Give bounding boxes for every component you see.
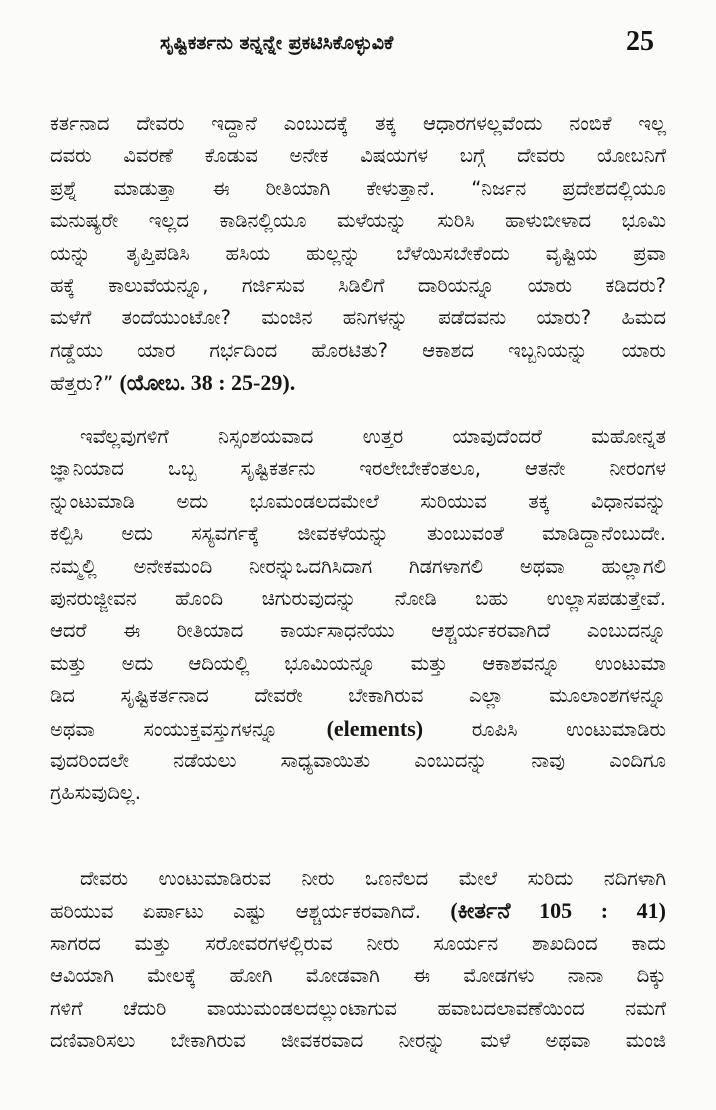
chapter-title: ಸೃಷ್ಟಿಕರ್ತನು ತನ್ನನ್ನೇ ಪ್ರಕಟಿಸಿಕೊಳ್ಳುವಿಕೆ	[160, 32, 394, 54]
text-line: ಹಕ್ಕೆ ಕಾಲುವೆಯನ್ನೂ, ಗರ್ಜಿಸುವ ಸಿಡಿಲಿಗೆ ದಾರಿಯನ್ನೂ ಯಾರು ಕಡಿದರು?	[50, 273, 666, 297]
text-line: ಜ್ಞಾನಿಯಾದ ಒಬ್ಬ ಸೃಷ್ಟಿಕರ್ತನು ಇರಲೇಬೇಕೆಂತಲೂ, ಆತನೇ ನೀರಂಗಳ	[50, 457, 666, 481]
text-line: ಪ್ರಶ್ನೆ ಮಾಡುತ್ತಾ ಈ ರೀತಿಯಾಗಿ ಕೇಳುತ್ತಾನೆ. “ನಿರ್ಜನ ಪ್ರದೇಶದಲ್ಲಿಯೂ	[50, 176, 666, 200]
text-fragment: ಅಥವಾ ಸಂಯುಕ್ತವಸ್ತುಗಳನ್ನೂ	[50, 717, 278, 741]
text-line: ಆದರೆ ಈ ರೀತಿಯಾದ ಕಾರ್ಯಸಾಧನೆಯು ಆಶ್ಚರ್ಯಕರವಾಗಿದೆ ಎಂಬುದನ್ನೂ	[50, 619, 666, 643]
paragraph-2	[50, 421, 666, 810]
english-term: (elements)	[326, 715, 424, 741]
text-line: ಯನ್ನು ತೃಪ್ತಿಪಡಿಸಿ ಹಸಿಯ ಹುಲ್ಲನ್ನು ಬೆಳೆಯಿಸಬೇಕೆಂದು ವೃಷ್ಟಿಯ ಪ್ರವಾ	[50, 241, 666, 265]
page-number: 25	[626, 26, 654, 57]
text-line: ಗಡ್ಡೆಯು ಯಾರ ಗರ್ಭದಿಂದ ಹೊರಟಿತು? ಆಕಾಶದ ಇಬ್ಬನಿಯನ್ನು ಯಾರು	[50, 338, 666, 362]
text-line-with-english-term	[50, 713, 666, 745]
text-line: ಪುನರುಜ್ಜೀವನ ಹೊಂದಿ ಚಿಗುರುವುದನ್ನು ನೋಡಿ ಬಹು ಉಲ್ಲಾಸಪಡುತ್ತೇವೆ.	[50, 586, 666, 610]
text-line: ಮಳೆಗೆ ತಂದೆಯುಂಟೋ? ಮಂಜಿನ ಹನಿಗಳನ್ನು ಪಡೆದವನು ಯಾರು? ಹಿಮದ	[50, 306, 666, 330]
scripture-citation: (ಕೀರ್ತನೆ 105 : 41)	[450, 898, 666, 924]
text-line: ನ್ನುಂಟುಮಾಡಿ ಅದು ಭೂಮಂಡಲದಮೇಲೆ ಸುರಿಯುವ ತಕ್ಕ ವಿಧಾನವನ್ನು	[50, 489, 666, 513]
text-line: ಮತ್ತು ಅದು ಆದಿಯಲ್ಲಿ ಭೂಮಿಯನ್ನೂ ಮತ್ತು ಆಕಾಶವನ್ನೂ ಉಂಟುಮಾ	[50, 651, 666, 675]
text-line: ಸಾಗರದ ಮತ್ತು ಸರೋವರಗಳಲ್ಲಿರುವ ನೀರು ಸೂರ್ಯನ ಶಾಖದಿಂದ ಕಾದು	[50, 931, 666, 955]
scripture-citation: (ಯೋಬ. 38 : 25-29).	[119, 370, 296, 396]
text-line-with-citation	[50, 895, 666, 927]
text-line: ಕರ್ತನಾದ ದೇವರು ಇದ್ದಾನೆ ಎಂಬುದಕ್ಕೆ ತಕ್ಕ ಆಧಾರಗಳಲ್ಲವೆಂದು ನಂಬಿಕೆ ಇಲ್ಲ	[50, 112, 666, 135]
text-fragment: ಹೆತ್ತರು?”	[50, 372, 114, 396]
text-line: ದೇವರು ಉಂಟುಮಾಡಿರುವ ನೀರು ಒಣನೆಲದ ಮೇಲೆ ಸುರಿದು ನದಿಗಳಾಗಿ	[80, 867, 666, 890]
text-line-with-citation	[50, 367, 666, 399]
text-line: ಆವಿಯಾಗಿ ಮೇಲಕ್ಕೆ ಹೋಗಿ ಮೋಡವಾಗಿ ಈ ಮೋಡಗಳು ನಾನಾ ದಿಕ್ಕು	[50, 964, 666, 988]
paragraph-3	[50, 863, 666, 1057]
text-line: ವುದರಿಂದಲೇ ನಡೆಯಲು ಸಾಧ್ಯವಾಯಿತು ಎಂಬುದನ್ನು ನಾವು ಎಂದಿಗೂ	[50, 748, 666, 772]
text-fragment: ರೂಪಿಸಿ ಉಂಟುಮಾಡಿರು	[471, 717, 666, 741]
text-line: ನಮ್ಮಲ್ಲಿ ಅನೇಕಮಂದಿ ನೀರನ್ನುಒದಗಿಸಿದಾಗ ಗಿಡಗಳಾಗಲಿ ಅಥವಾ ಹುಲ್ಲಾಗಲಿ	[50, 554, 666, 578]
text-line: ಇವೆಲ್ಲವುಗಳಿಗೆ ನಿಸ್ಸಂಶಯವಾದ ಉತ್ತರ ಯಾವುದೆಂದರೆ ಮಹೋನ್ನತ	[80, 425, 666, 448]
text-line: ದವರು ವಿವರಣೆ ಕೊಡುವ ಅನೇಕ ವಿಷಯಗಳ ಬಗ್ಗೆ ದೇವರು ಯೋಬನಿಗೆ	[50, 144, 666, 168]
text-fragment: ಹರಿಯುವ ಏರ್ಪಾಟು ಎಷ್ಟು ಆಶ್ಚರ್ಯಕರವಾಗಿದೆ.	[50, 900, 421, 924]
text-line: ಡಿದ ಸೃಷ್ಟಿಕರ್ತನಾದ ದೇವರೇ ಬೇಕಾಗಿರುವ ಎಲ್ಲಾ ಮೂಲಾಂಶಗಳನ್ನೂ	[50, 684, 666, 708]
text-line: ದಣಿವಾರಿಸಲು ಬೇಕಾಗಿರುವ ಜೀವಕರವಾದ ನೀರನ್ನು ಮಳೆ ಅಥವಾ ಮಂಜಿ	[50, 1028, 666, 1052]
text-line: ಮನುಷ್ಯರೇ ಇಲ್ಲದ ಕಾಡಿನಲ್ಲಿಯೂ ಮಳೆಯನ್ನು ಸುರಿಸಿ ಹಾಳುಬೀಳಾದ ಭೂಮಿ	[50, 209, 666, 233]
text-line: ಗ್ರಹಿಸುವುದಿಲ್ಲ.	[50, 781, 141, 805]
paragraph-1	[50, 108, 666, 400]
running-header	[0, 26, 716, 66]
text-line: ಕಲ್ಪಿಸಿ ಅದು ಸಸ್ಯವರ್ಗಕ್ಕೆ ಜೀವಕಳೆಯನ್ನು ತುಂಬುವಂತೆ ಮಾಡಿದ್ದಾನೆಂಬುದೇ.	[50, 522, 666, 546]
text-line: ಗಳಿಗೆ ಚೆದುರಿ ವಾಯುಮಂಡಲದಲ್ಲುಂಟಾಗುವ ಹವಾಬದಲಾವಣೆಯಿಂದ ನಮಗೆ	[50, 996, 666, 1020]
